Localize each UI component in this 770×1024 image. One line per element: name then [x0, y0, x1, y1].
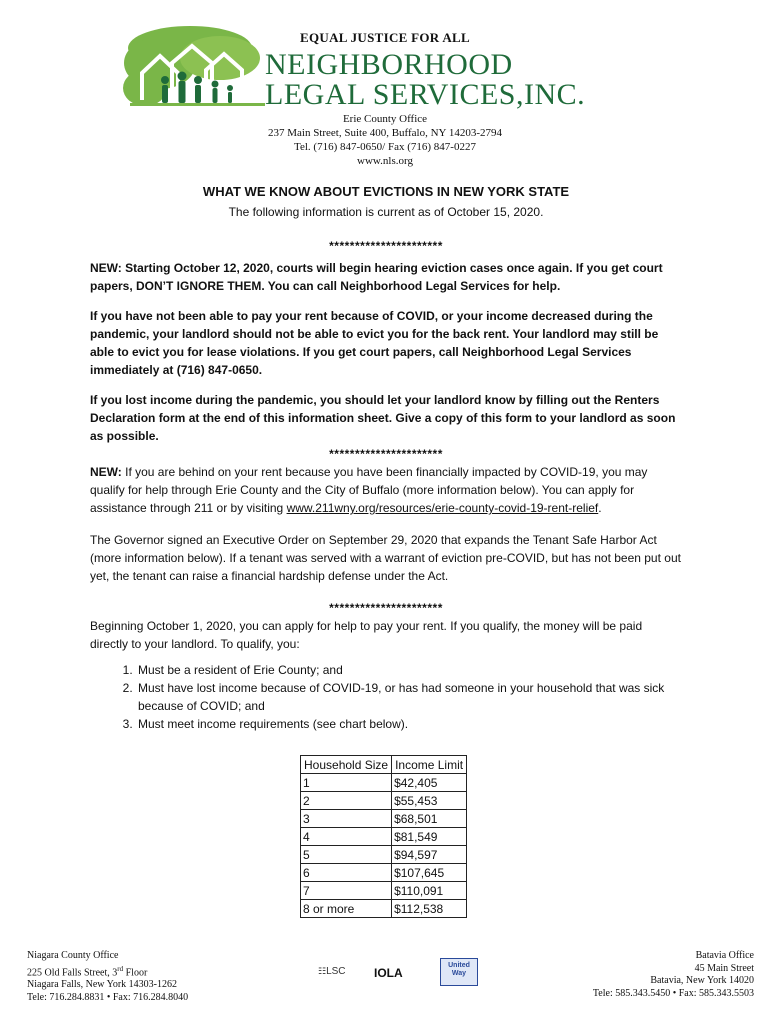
table-header-row	[301, 756, 467, 774]
income-limit: $55,453	[392, 792, 467, 810]
requirement-item: 1. Must be a resident of Erie County; and	[136, 661, 682, 679]
paragraph-rent-relief	[90, 463, 682, 517]
table-row	[301, 882, 467, 900]
tagline: EQUAL JUSTICE FOR ALL	[300, 30, 470, 45]
column-header: Household Size	[301, 756, 392, 774]
new-label: NEW:	[90, 465, 122, 479]
household-size: 5	[301, 846, 392, 864]
office-phone: Tel. (716) 847-0650/ Fax (716) 847-0227	[294, 141, 476, 153]
paragraph-qualify: Beginning October 1, 2020, you can apply for help to pay your rent. If you qualify, the money will be paid directly to your landlord. To qualify, you:	[90, 619, 643, 651]
household-size: 6	[301, 864, 392, 882]
income-limit: $68,501	[392, 810, 467, 828]
table-row	[301, 900, 467, 918]
household-size: 2	[301, 792, 392, 810]
footer-office-name: Niagara County Office	[27, 950, 119, 961]
footer-office-phone: Tele: 585.343.5450 • Fax: 585.343.5503	[592, 987, 754, 999]
document-title: WHAT WE KNOW ABOUT EVICTIONS IN NEW YORK STATE	[202, 184, 570, 199]
period: .	[598, 501, 602, 515]
income-limit: $107,645	[392, 864, 467, 882]
footer-office-city: Batavia, New York 14020	[650, 975, 754, 986]
paragraph-renters-declaration: If you lost income during the pandemic, you should let your landlord know by filling out the Renters Declaration form at the end of this information sheet. Give a copy of this form to your landlord as soon as possible.	[90, 393, 676, 443]
income-limit: $112,538	[392, 900, 467, 918]
separator: **********************	[329, 447, 443, 461]
table-row	[301, 792, 467, 810]
table-row	[301, 828, 467, 846]
footer-office-name: Batavia Office	[695, 950, 754, 961]
rent-relief-text: If you are behind on your rent because you have been financially impacted by COVID-19, you may qualify for help through Erie County and the City of Buffalo (more information below). You can apply for assistance through 211 or by visiting	[90, 465, 648, 515]
paragraph-executive-order: The Governor signed an Executive Order on September 29, 2020 that expands the Tenant Safe Harbor Act (more information below). If a tenant was served with a warrant of eviction pre-COVID, but has not been put out yet, the tenant can raise a financial hardship defense under the Act.	[90, 533, 681, 583]
footer-office-street: 45 Main Street	[694, 962, 754, 974]
footer-batavia-office	[593, 950, 754, 1000]
household-size: 4	[301, 828, 392, 846]
paragraph-court-cases: NEW: Starting October 12, 2020, courts will begin hearing eviction cases once again. If you get court papers, DON’T IGNORE THEM. You can call Neighborhood Legal Services for help.	[90, 261, 663, 293]
lsc-mark-icon: ☷	[318, 966, 327, 976]
household-size: 1	[301, 774, 392, 792]
table-row	[301, 810, 467, 828]
separator: **********************	[329, 239, 443, 253]
org-name-line1: NEIGHBORHOOD	[265, 48, 513, 81]
income-limit: $110,091	[392, 882, 467, 900]
table-row	[301, 864, 467, 882]
united-way-logo	[440, 958, 478, 986]
income-limit: $94,597	[392, 846, 467, 864]
lsc-text: LSC	[326, 966, 346, 977]
office-address: 237 Main Street, Suite 400, Buffalo, NY 14203-2794	[267, 127, 503, 139]
street-text: Floor	[123, 966, 148, 978]
lsc-logo	[318, 966, 346, 977]
street-text: 225 Old Falls Street, 3	[27, 966, 118, 978]
income-limit-table	[300, 755, 467, 918]
office-website: www.nls.org	[357, 155, 413, 167]
office-contact	[0, 112, 770, 168]
income-limit: $81,549	[392, 828, 467, 846]
footer-office-city: Niagara Falls, New York 14303-1262	[27, 979, 177, 991]
separator: **********************	[329, 601, 443, 615]
organization-name	[265, 50, 585, 110]
footer-office-street	[27, 963, 188, 980]
ordinal-suffix: rd	[117, 964, 124, 973]
document-subtitle: The following information is current as of October 15, 2020.	[228, 205, 544, 219]
document-body	[90, 183, 682, 733]
column-header: Income Limit	[392, 756, 467, 774]
requirements-list	[90, 661, 682, 733]
footer-office-phone: Tele: 716.284.8831 • Fax: 716.284.8040	[27, 991, 189, 1003]
funder-logos	[318, 958, 488, 988]
requirement-item: 3. Must meet income requirements (see chart below).	[136, 715, 682, 733]
rent-relief-link[interactable]: www.211wny.org/resources/erie-county-covid-19-rent-relief	[286, 501, 599, 515]
organization-logo	[120, 18, 270, 118]
table-row	[301, 774, 467, 792]
office-name: Erie County Office	[342, 113, 428, 125]
united-way-text: United	[448, 962, 470, 969]
table-row	[301, 846, 467, 864]
household-size: 3	[301, 810, 392, 828]
household-size: 7	[301, 882, 392, 900]
ground-line	[130, 103, 265, 106]
org-name-line2: LEGAL SERVICES,INC.	[265, 78, 586, 111]
household-size: 8 or more	[301, 900, 392, 918]
income-limit: $42,405	[392, 774, 467, 792]
iola-logo: IOLA	[374, 966, 403, 980]
united-way-text: Way	[451, 970, 467, 977]
paragraph-covid-rent: If you have not been able to pay your rent because of COVID, or your income decreased during the pandemic, your landlord should not be able to evict you for the back rent. Your landlord may still be able to evict you for lease violations. If you get court papers, call Neighborhood Legal Services immediately at (716) 847-0650.	[90, 309, 659, 377]
requirement-item: 2. Must have lost income because of COVID-19, or has had someone in your household that was sick because of COVID; and	[136, 679, 682, 715]
footer-niagara-office	[27, 950, 188, 1004]
